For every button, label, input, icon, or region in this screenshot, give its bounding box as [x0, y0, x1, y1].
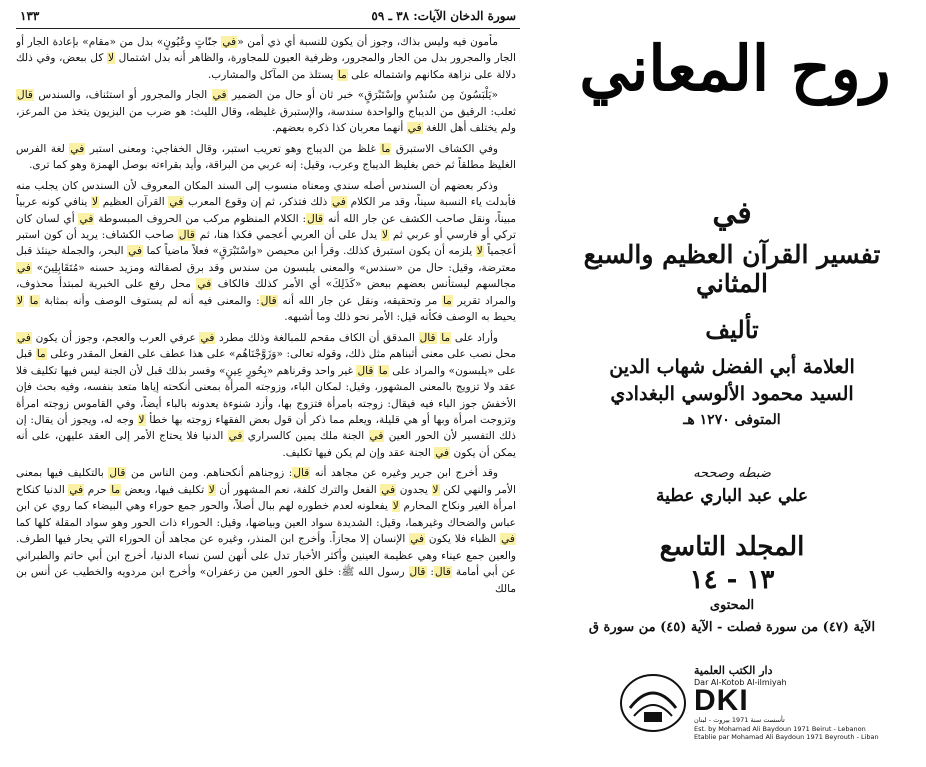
- search-highlight: في: [212, 89, 227, 102]
- book-title: روح المعاني: [579, 32, 891, 105]
- search-highlight: ما: [381, 142, 391, 155]
- search-highlight: في: [228, 430, 243, 443]
- paragraph: وفي الكشاف الاستبرق ما غلظ من الديباج وهو تعريب استبر، وقال الخفاجي: ومعنى استبر في لغة الفرس الغليظ مطلقاً ثم خص بغليظ الديباج وعرب، وقيل: إنه عربي من البراقة، وأيد بقراءته بوصل الهمزة وهو كما ترى.: [16, 142, 516, 172]
- search-highlight: قال: [434, 566, 451, 579]
- search-highlight: ما: [337, 68, 347, 81]
- search-highlight: قال: [17, 89, 33, 102]
- search-highlight: في: [222, 36, 237, 48]
- search-highlight: قال: [307, 212, 324, 225]
- search-highlight: ما: [111, 483, 121, 496]
- search-highlight: قال: [178, 228, 195, 241]
- publisher-founded-fr: Etablie par Mohamad Ali Baydoun 1971 Beyrouth - Liban: [694, 733, 879, 741]
- search-highlight: في: [435, 446, 450, 459]
- search-highlight: في: [381, 483, 396, 496]
- search-highlight: في: [17, 331, 31, 344]
- search-highlight: قال: [419, 331, 436, 344]
- running-head: [16, 6, 520, 29]
- running-head-surah: سورة الدخان الآيات: ٣٨ ـ ٥٩: [371, 9, 516, 23]
- search-highlight: لا: [476, 245, 483, 258]
- search-highlight: لا: [432, 483, 439, 496]
- search-highlight: قال: [409, 566, 426, 579]
- search-highlight: في: [69, 483, 84, 496]
- search-highlight: في: [407, 122, 422, 135]
- search-highlight: لا: [208, 483, 215, 496]
- search-highlight: قال: [357, 364, 374, 377]
- editor-name: علي عبد الباري عطية: [656, 486, 808, 506]
- paragraph: مأمون فيه وليس بذاك، وجوز أن يكون للنسبة أي ذي أمن «في جنّاتٍ وعُيُونٍ» بدل من «مقام» بإعادة الجار أو الجار والمجرور بدل من الجار والمجرور، وظرفية العيون للمجاورة، والظاهر أنه بدل اشتمال لا كل ببعض، وفي ذلك دلالة على نزاهة مكانهم واشتماله على ما يستلذ من المآكل والمشارب.: [16, 36, 516, 81]
- publisher-logo-icon: [618, 672, 688, 734]
- search-highlight: لا: [138, 413, 145, 426]
- search-highlight: في: [200, 331, 215, 344]
- author-line-1: العلامة أبي الفضل شهاب الدين: [609, 356, 855, 378]
- search-highlight: في: [128, 245, 143, 258]
- authorship-label: تأليف: [705, 315, 759, 344]
- search-highlight: في: [501, 533, 515, 546]
- search-highlight: قال: [293, 467, 310, 480]
- volume-parts: ١٣ - ١٤: [689, 565, 775, 595]
- search-highlight: في: [79, 212, 94, 225]
- search-highlight: لا: [92, 196, 99, 209]
- paragraph: وذكر بعضهم أن السندس أصله سندي ومعناه منسوب إلى السند المكان المعروف لأن السندس كان يجلب منه فأبدلت ياء النسبة سيناً، وقد مر الكلام في ذلك فتذكر، ثم إن وقوع المعرب في القرآن العظيم لا ينافي كونه عربياً مبيناً، ونقل صاحب الكشف عن جار الله أنه قال: الكلام المنظوم مركب من الحروف المبسوطة في أي لسان كان تركي أو فارسي أو عربي ثم لا يدل على أن العربي أعجمي فكذا هنا، ثم قال صاحب الكشاف: يريد أن كون استبر أعجمياً لا يلزمه أن يكون استبرق كذلك. وقرأ ابن محيصن «واسْتَبْرَقٍ» فعلاً ماضياً كما في البحر، والجملة حينئذ قبل معترضة، وقيل: حال من «سندس» والمعنى يلبسون من سندس وقد برق لصقالته ومزيد حسنه «مُتَقَابِلِينَ» في مجالسهم ليستأنس بعضهم ببعض «كَذَلِكَ» أي الأمر كذلك فالكاف في محل رفع على الخبرية لمبتدأ محذوف، والمراد تقرير ما مر وتحقيقه، ونقل عن جار الله أنه قال: والمعنى فيه أنه لم يستوف الوصف وأنه بمثابة ما لا يحيط به الوصف فكأنه قيل: الأمر نحو ذلك وما أشبهه.: [16, 179, 516, 324]
- search-highlight: ما: [441, 331, 451, 344]
- title-page: [538, 0, 926, 767]
- publisher-mark: DKI: [694, 684, 749, 717]
- search-highlight: قال: [109, 467, 126, 480]
- search-highlight: ما: [378, 364, 388, 377]
- search-highlight: ما: [36, 348, 46, 361]
- search-highlight: في: [197, 278, 212, 291]
- search-highlight: في: [331, 196, 346, 209]
- paragraph: «يَلْبَسُونَ مِن سُندُسٍ وإسْتَبْرَقٍ» خبر ثان أو حال من الضمير في الجار والمجرور أو استئناف، والسندس قال ثعلب: الرقيق من الديباج والواحدة سندسة، والإستبرق غليظه، وقال الليث: هو ضرب من البزيون يتخذ من المرعز، ولم يختلف أهل اللغة في أنهما معربان كذا ذكره بعضهم.: [16, 89, 516, 135]
- publisher-latin-name: Dar Al-Kotob Al-ilmiyah: [694, 678, 787, 687]
- publisher-founded-en: Est. by Mohamad Ali Baydoun 1971 Beirut - Lebanon: [694, 725, 866, 733]
- title-connector: في: [712, 196, 752, 231]
- search-highlight: في: [369, 430, 384, 443]
- contents-caption: المحتوى: [709, 598, 755, 613]
- publisher-block: [608, 664, 879, 742]
- search-highlight: في: [410, 533, 425, 546]
- search-highlight: لا: [392, 500, 399, 513]
- search-highlight: في: [17, 261, 31, 274]
- paragraph: وقد أخرج ابن جرير وغيره عن مجاهد أنه قال: زوجناهم أنكحناهم. ومن الناس من قال بالتكليف فيها بمعنى الأمر والنهي لكن لا يجدون في الفعل والترك كلفة، نعم المشهور أن لا تكليف فيها، وبعض ما حرم في الدنيا كنكاح امرأة الغير ونكاح المحارم لا يفعلونه لعدم خطوره لهم ببال أصلاً، والحور جمع حوراء وهي البيضاء كما روي عن ابن عباس والضحاك وغيرهما، وقيل: الشديدة سواد العين وبياضها، وقيل: الحوراء ذات الحور وهو سواد المقلة كلها كما في الظباء فلا يكون في الإنسان إلا مجازاً. وأخرج ابن المنذر، وغيره عن مجاهد أن الحوراء التي يحار فيها الطرف. والعين جمع عيناء وهي عظيمة العينين وأكثر الأخبار تدل على أنهن لسن نساء الدنيا، أخرج ابن أبي حاتم والطبراني عن أبي أمامة قال: قال رسول الله ﷺ: خلق الحور العين من زعفران» وأخرج ابن مردويه والخطيب عن أنس بن مالك: [16, 467, 516, 595]
- search-highlight: لا: [17, 294, 24, 307]
- publisher-founded-ar: تأسست سنة 1971 بيروت - لبنان: [694, 716, 785, 724]
- commentary-body: [16, 34, 516, 763]
- author-line-2: السيد محمود الألوسي البغدادي: [610, 383, 854, 405]
- page-number: ١٣٣: [20, 9, 40, 23]
- contents-range: الآية (٤٧) من سورة فصلت - الآية (٤٥) من سورة ق: [588, 620, 876, 635]
- volume-label: المجلد التاسع: [659, 532, 805, 562]
- search-highlight: في: [169, 196, 184, 209]
- search-highlight: لا: [107, 52, 114, 65]
- author-death-year: المتوفى ١٢٧٠ هـ: [683, 412, 781, 428]
- publisher-arabic-name: دار الكتب العلمية: [694, 664, 773, 677]
- book-subtitle: تفسير القرآن العظيم والسبع المثاني: [583, 240, 881, 298]
- paragraph: وأراد على ما قال المدقق أن الكاف مقحم للمبالغة وذلك مطرد في عرفي العرب والعجم، وجوز أن يكون في محل نصب على معنى أثبناهم مثل ذلك، وقوله تعالى: «وَزَوَّجْنَاهُم» على هذا عطف على الفعل المقدر وعلى ما قبل على «يلبسون» والمراد على ما قال غير واحد وقرناهم «بِحُورٍ عِينٍ» وفسر بذلك قبل لأن الجنة ليس فيها تكليف فلا عقد ولا تزويج بالمعنى المشهور، وقيل: لمكان الباء، وزوجته المرأة بمعنى أنكحته إياها متعد بنفسه، وفيه بحث فإن الأخفش جوز الباء فيه فيقال: زوجته بامرأة فتزوج بها، وأزد شنوءة يعدونه بالباء أيضاً، وفي القاموس زوجته امرأة وتزوجت امرأة وبها أو هي قليلة، ويعلم مما ذكر أن قول بعض الفقهاء زوجته بها خطأ لا وجه له، ويجوز أن يقال: إن ذلك التفسير لأن الحور العين في الجنة ملك يمين كالسراري في الدنيا فلا يحتاج الأمر إلى العقد عليهن، على أنه يمكن أن يكون في الجنة عقد وإن لم يكن فيها تكليف.: [16, 331, 516, 459]
- search-highlight: في: [70, 142, 85, 155]
- editor-caption: ضبطه وصححه: [693, 466, 771, 481]
- search-highlight: ما: [29, 294, 39, 307]
- search-highlight: ما: [442, 294, 452, 307]
- search-highlight: لا: [381, 228, 389, 241]
- search-highlight: قال: [260, 294, 277, 307]
